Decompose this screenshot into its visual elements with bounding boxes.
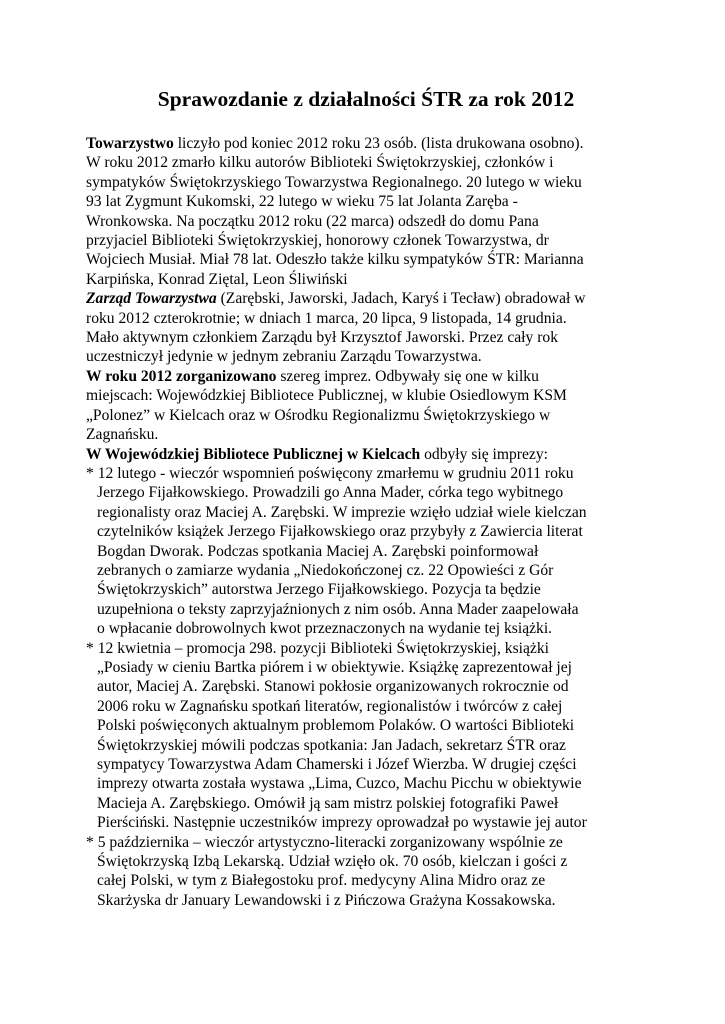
body-text: odbyły się imprezy: xyxy=(420,445,548,463)
body-text: (Zarębski, Jaworski, Jadach, Karyś i Tecław) obradował w xyxy=(216,290,586,308)
body-text: Świętokrzyskich” autorstwa Jerzego Fijałkowskiego. Pozycja ta będzie xyxy=(97,581,541,599)
document-body xyxy=(86,134,646,910)
body-text: Bogdan Dworak. Podczas spotkania Maciej A. Zarębski poinformował xyxy=(97,542,539,560)
body-text: W roku 2012 zmarło kilku autorów Biblioteki Świętokrzyskiej, członków i xyxy=(86,154,554,172)
text-line xyxy=(86,153,646,172)
text-line xyxy=(86,755,646,774)
body-text: całej Polski, w tym z Białegostoku prof. medycyny Alina Midro oraz ze xyxy=(97,872,546,890)
text-line xyxy=(86,813,646,832)
text-line xyxy=(86,173,646,192)
body-text: regionalisty oraz Maciej A. Zarębski. W imprezie wzięło udział wiele kielczan xyxy=(97,503,587,521)
section-heading-text: W Wojewódzkiej Bibliotece Publicznej w Kielcach xyxy=(86,445,421,463)
text-line xyxy=(86,561,646,580)
body-text: Pierściński. Następnie uczestników imprezy oprowadzał po wystawie jej autor xyxy=(97,814,587,832)
text-line xyxy=(86,250,646,269)
body-text: Wronkowska. Na początku 2012 roku (22 marca) odszedł do domu Pana xyxy=(86,212,539,230)
text-line xyxy=(86,270,646,289)
section-heading-text: Zarząd Towarzystwa xyxy=(86,290,217,308)
section-heading-text: W roku 2012 zorganizowano xyxy=(86,367,277,385)
text-line xyxy=(86,774,646,793)
text-line xyxy=(86,192,646,211)
text-line xyxy=(86,386,646,405)
text-line xyxy=(86,736,646,755)
text-line xyxy=(86,406,646,425)
text-line xyxy=(86,871,646,890)
body-text: * 5 października – wieczór artystyczno-literacki zorganizowany wspólnie ze xyxy=(86,833,563,851)
text-line xyxy=(86,639,646,658)
body-text: Świętokrzyską Izbą Lekarską. Udział wzięło ok. 70 osób, kielczan i gości z xyxy=(97,853,568,871)
body-text: Karpińska, Konrad Ziętal, Leon Śliwiński xyxy=(86,270,348,288)
text-line xyxy=(86,697,646,716)
body-text: imprezy otwarta została wystawa „Lima, Cuzco, Machu Picchu w obiektywie xyxy=(97,775,582,793)
body-text: sympatyków Świętokrzyskiego Towarzystwa Regionalnego. 20 lutego w wieku xyxy=(86,173,582,191)
text-line xyxy=(86,794,646,813)
body-text: Polski poświęconych aktualnym problemom Polaków. O wartości Biblioteki xyxy=(97,717,575,735)
text-line xyxy=(86,619,646,638)
text-line xyxy=(86,503,646,522)
text-line xyxy=(86,347,646,366)
text-line xyxy=(86,212,646,231)
text-line xyxy=(86,677,646,696)
body-text: 93 lat Zygmunt Kukomski, 22 lutego w wieku 75 lat Jolanta Zaręba - xyxy=(86,193,518,211)
section-heading-text: Towarzystwo xyxy=(86,135,174,152)
body-text: roku 2012 czterokrotnie; w dniach 1 marca, 20 lipca, 9 listopada, 14 grudnia. xyxy=(86,309,567,327)
body-text: o wpłacanie dobrowolnych kwot przeznaczonych na wydanie tej książki. xyxy=(97,620,553,638)
document-title: Sprawozdanie z działalności ŚTR za rok 2012 xyxy=(157,87,575,111)
body-text: „Posiady w cieniu Bartka piórem i w obiektywie. Książkę zaprezentował jej xyxy=(97,658,573,676)
text-line xyxy=(86,328,646,347)
body-text: Macieja A. Zarębskiego. Omówił ją sam mistrz polskiej fotografiki Paweł xyxy=(97,794,559,812)
text-line xyxy=(86,134,646,153)
text-line xyxy=(86,833,646,852)
body-text: przyjaciel Biblioteki Świętokrzyskiej, honorowy członek Towarzystwa, dr xyxy=(86,232,549,250)
body-text: Zagnańsku. xyxy=(86,426,159,444)
body-text: liczyło pod koniec 2012 roku 23 osób. (lista drukowana osobno). xyxy=(173,135,584,152)
body-text: czytelników książek Jerzego Fijałkowskiego oraz przybyły z Zawiercia literat xyxy=(97,523,583,541)
body-text: uzupełniona o teksty zaprzyjaźnionych z nim osób. Anna Mader zaapelowała xyxy=(97,600,579,618)
body-text: miejscach: Wojewódzkiej Bibliotece Publicznej, w klubie Osiedlowym KSM xyxy=(86,387,567,405)
document-page xyxy=(86,86,646,910)
text-line xyxy=(86,231,646,250)
text-line xyxy=(86,600,646,619)
body-text: Wojciech Musiał. Miał 78 lat. Odeszło także kilku sympatyków ŚTR: Marianna xyxy=(86,251,584,269)
text-line xyxy=(86,716,646,735)
body-text: Mało aktywnym członkiem Zarządu był Krzysztof Jaworski. Przez cały rok xyxy=(86,329,558,347)
text-line xyxy=(86,367,646,386)
body-text: * 12 kwietnia – promocja 298. pozycji Biblioteki Świętokrzyskiej, książki xyxy=(86,639,549,657)
body-text: Skarżyska dr January Lewandowski i z Pińczowa Grażyna Kossakowska. xyxy=(97,891,556,909)
body-text: * 12 lutego - wieczór wspomnień poświęcony zmarłemu w grudniu 2011 roku xyxy=(86,464,574,482)
text-line xyxy=(86,580,646,599)
text-line xyxy=(86,852,646,871)
text-line xyxy=(86,425,646,444)
text-line xyxy=(86,522,646,541)
body-text: Jerzego Fijałkowskiego. Prowadzili go Anna Mader, córka tego wybitnego xyxy=(97,484,564,502)
text-line xyxy=(86,483,646,502)
body-text: sympatycy Towarzystwa Adam Chamerski i Józef Wierzba. W drugiej części xyxy=(97,756,577,773)
text-line xyxy=(86,658,646,677)
body-text: uczestniczył jedynie w jednym zebraniu Zarządu Towarzystwa. xyxy=(86,348,482,366)
body-text: 2006 roku w Zagnańsku spotkań literatów, regionalistów i twórców z całej xyxy=(97,697,563,715)
body-text: szereg imprez. Odbywały się one w kilku xyxy=(276,367,539,385)
text-line xyxy=(86,891,646,910)
text-line xyxy=(86,309,646,328)
text-line xyxy=(86,445,646,464)
body-text: autor, Maciej A. Zarębski. Stanowi pokłosie organizowanych rokrocznie od xyxy=(97,678,569,696)
text-line xyxy=(86,289,646,308)
text-line xyxy=(86,542,646,561)
body-text: zebranych o zamiarze wydania „Niedokończonej cz. 22 Opowieści z Gór xyxy=(97,561,554,579)
text-line xyxy=(86,464,646,483)
body-text: Świętokrzyskiej mówili podczas spotkania: Jan Jadach, sekretarz ŚTR oraz xyxy=(97,736,566,754)
body-text: „Polonez” w Kielcach oraz w Ośrodku Regionalizmu Świętokrzyskiego w xyxy=(86,406,551,424)
